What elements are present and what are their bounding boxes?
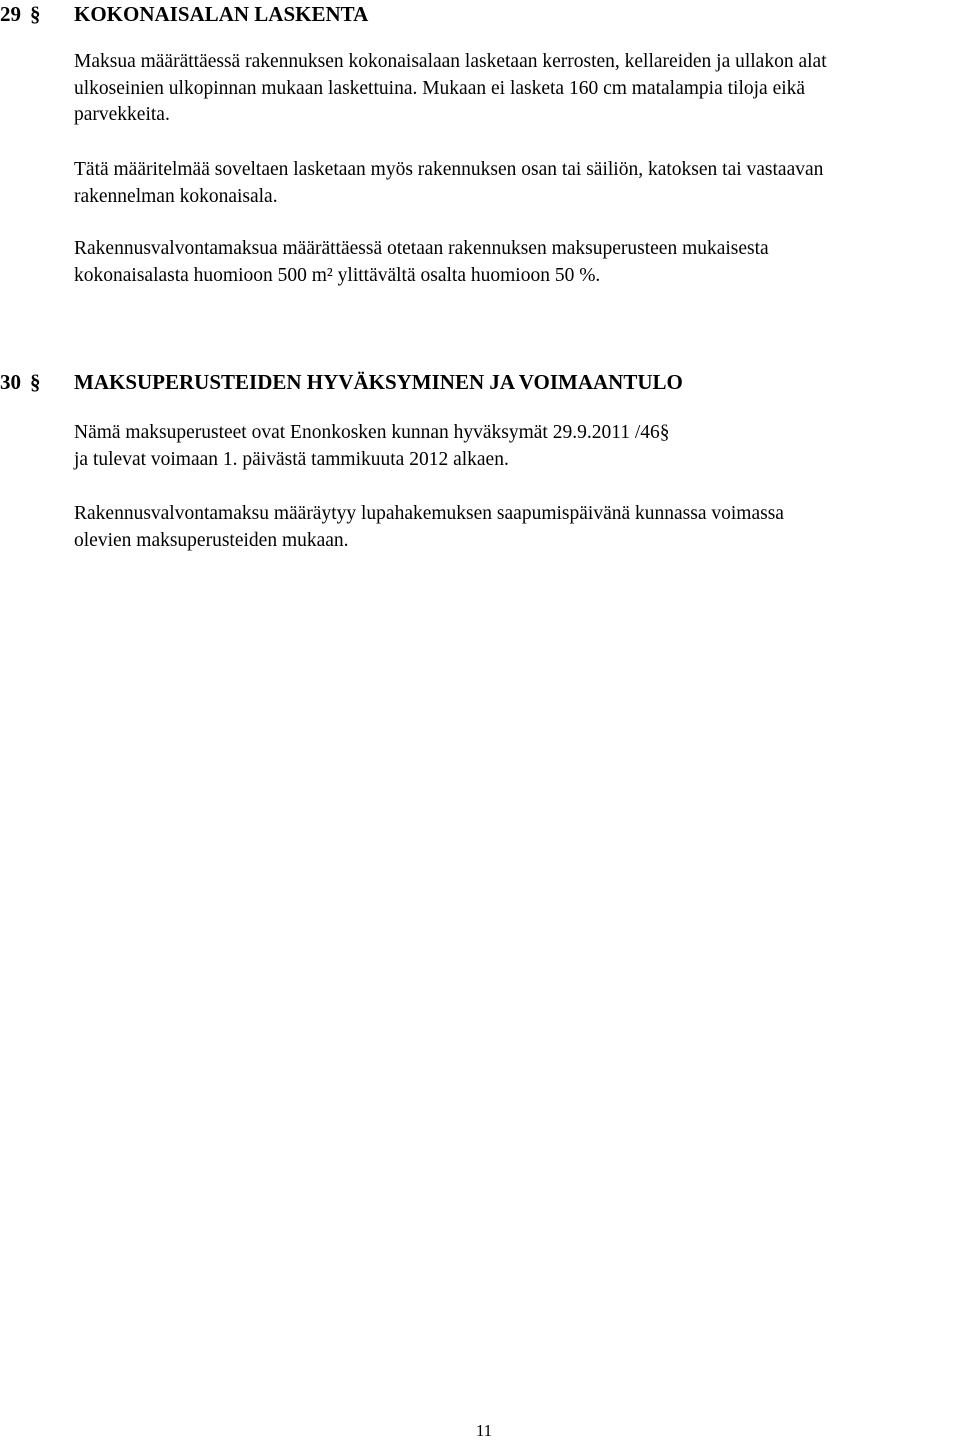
- section-29-paragraph-1: [74, 49, 960, 129]
- paragraph-line: Tätä määritelmää soveltaen lasketaan myös rakennuksen osan tai säiliön, katoksen tai vastaavan: [74, 159, 824, 180]
- section-30-paragraph-1: [74, 420, 960, 473]
- paragraph-line: Rakennusvalvontamaksua määrättäessä otetaan rakennuksen maksuperusteen mukaisesta: [74, 238, 769, 259]
- paragraph-line: kokonaisalasta huomioon 500 m² ylittävältä osalta huomioon 50 %.: [74, 264, 601, 286]
- section-title: MAKSUPERUSTEIDEN HYVÄKSYMINEN JA VOIMAANTULO: [74, 370, 683, 394]
- paragraph-line: parvekkeita.: [74, 104, 170, 125]
- paragraph-line: ulkoseinien ulkopinnan mukaan laskettuina. Mukaan ei lasketa 160 cm matalampia tiloja eikä: [74, 77, 806, 99]
- paragraph-line: ja tulevat voimaan 1. päivästä tammikuuta 2012 alkaen.: [74, 448, 509, 470]
- section-symbol: §: [30, 370, 41, 394]
- paragraph-line: rakennelman kokonaisala.: [74, 185, 278, 207]
- section-29-paragraph-3: [74, 236, 960, 289]
- section-title: KOKONAISALAN LASKENTA: [74, 2, 369, 26]
- section-29-paragraph-2: [74, 157, 960, 210]
- section-29-heading: [0, 0, 368, 28]
- paragraph-line: Rakennusvalvontamaksu määräytyy lupahakemuksen saapumispäivänä kunnassa voimassa: [74, 503, 784, 524]
- paragraph-line: Maksua määrättäessä rakennuksen kokonaisalaan lasketaan kerrosten, kellareiden ja ullakon alat: [74, 51, 827, 72]
- section-30-paragraph-2: [74, 501, 960, 554]
- section-number: 29: [0, 2, 21, 26]
- paragraph-line: olevien maksuperusteiden mukaan.: [74, 529, 349, 551]
- section-number: 30: [0, 370, 21, 394]
- section-30-heading: [0, 368, 683, 396]
- page-number: 11: [475, 1421, 493, 1440]
- paragraph-line: Nämä maksuperusteet ovat Enonkosken kunnan hyväksymät 29.9.2011 /46§: [74, 422, 670, 443]
- section-symbol: §: [30, 2, 41, 26]
